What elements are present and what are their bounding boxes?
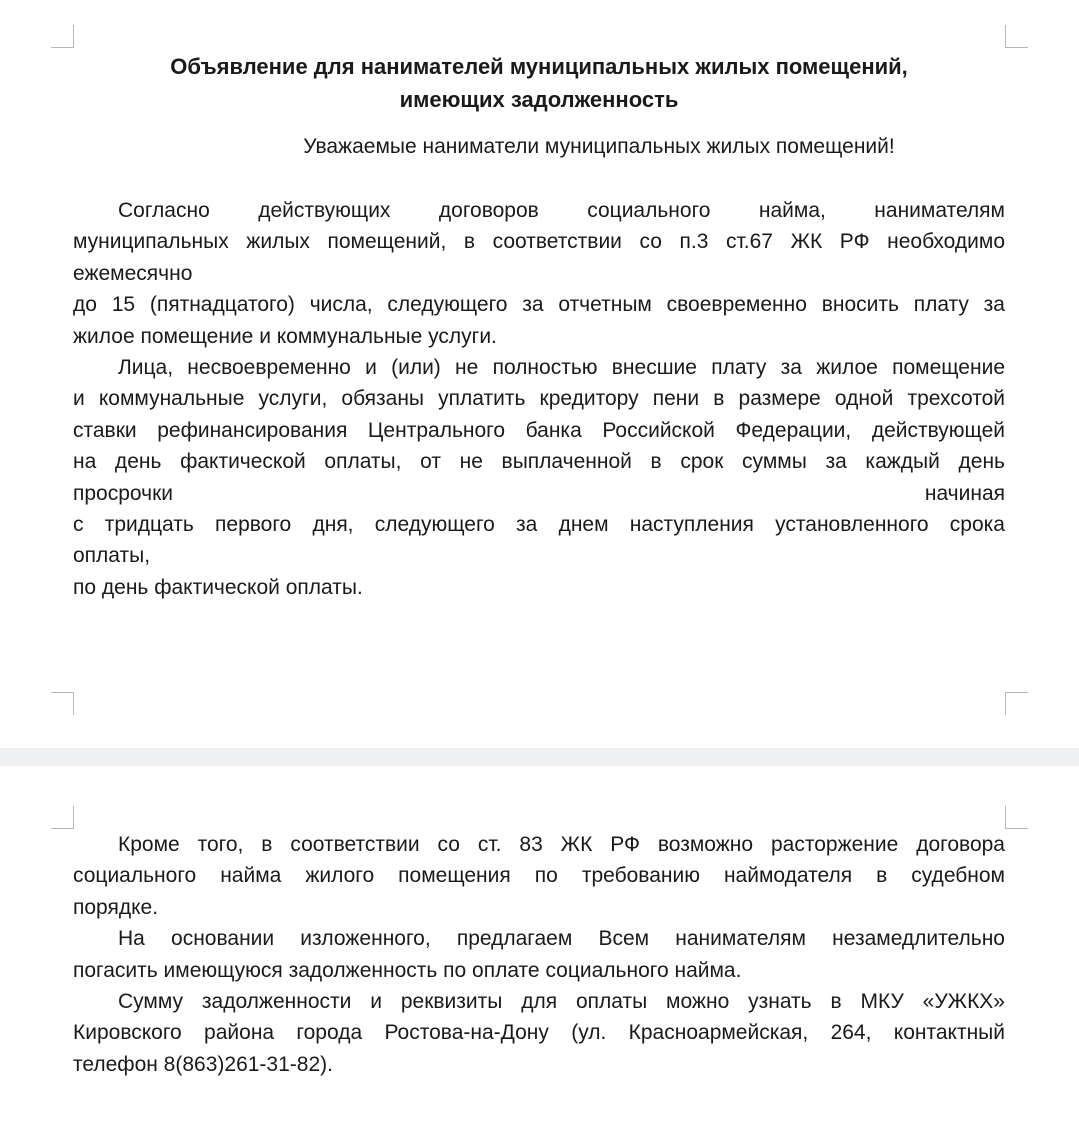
page-margin-corner-top-right [1005,25,1028,48]
paragraph-contacts [73,986,1005,1080]
title-line: имеющих задолженность [399,87,679,112]
text-line: телефон 8(863)261-31-82). [73,1052,333,1076]
text-line: Согласно действующих договоров социального найма, нанимателям [118,199,1005,222]
text-line: до 15 (пятнадцатого) числа, следующего за отчетным своевременно вносить плату за [73,293,1005,317]
paragraph-payment-deadline [73,195,1005,352]
text-line: ставки рефинансирования Центрального банка Российской Федерации, действующей [73,418,1005,442]
body-text-page-2 [73,829,1005,1080]
text-line: просрочки начиная [73,481,1005,505]
text-line: социального найма жилого помещения по требованию наймодателя в судебном [73,864,1005,888]
body-text-page-1 [73,195,1005,603]
greeting: Уважаемые наниматели муниципальных жилых помещений! [303,135,895,158]
text-line: муниципальных жилых помещений, в соответствии со п.3 ст.67 ЖК РФ необходимо [73,230,1005,254]
paragraph-contract-termination [73,829,1005,923]
text-line: на день фактической оплаты, от не выплаченной в срок суммы за каждый день [73,450,1005,474]
text-line: по день фактической оплаты. [73,575,363,599]
page-margin-corner-top-left [51,25,74,48]
page-margin-corner-bottom-left [51,692,74,715]
text-line: порядке. [73,895,159,919]
text-line: Кировского района города Ростова-на-Дону (ул. Красноармейская, 264, контактный [73,1021,1005,1045]
page-margin-corner-top-right [1005,806,1028,829]
text-line: жилое помещение и коммунальные услуги. [73,324,497,348]
document-title [73,50,1005,116]
paragraph-penalties [73,352,1005,603]
text-line: с тридцать первого дня, следующего за днем наступления установленного срока [73,513,1005,537]
page-margin-corner-top-left [51,806,74,829]
text-line: оплаты, [73,544,151,568]
text-line: Лица, несвоевременно и (или) не полностью внесшие плату за жилое помещение [118,356,1005,380]
text-line: Кроме того, в соответствии со ст. 83 ЖК РФ возможно расторжение договора [118,833,1005,856]
text-line: погасить имеющуюся задолженность по оплате социального найма. [73,958,742,982]
document-page-2 [0,766,1079,1135]
page-margin-corner-bottom-right [1005,692,1028,715]
text-line: и коммунальные услуги, обязаны уплатить кредитору пени в размере одной трехсотой [73,387,1005,411]
text-line: ежемесячно [73,261,193,285]
title-line: Объявление для нанимателей муниципальных жилых помещений, [170,54,908,79]
page-separator [0,748,1079,766]
text-line: На основании изложенного, предлагаем Всем нанимателям незамедлительно [118,927,1005,951]
text-line: Сумму задолженности и реквизиты для оплаты можно узнать в МКУ «УЖКХ» [118,990,1005,1014]
paragraph-repay-debt [73,923,1005,986]
